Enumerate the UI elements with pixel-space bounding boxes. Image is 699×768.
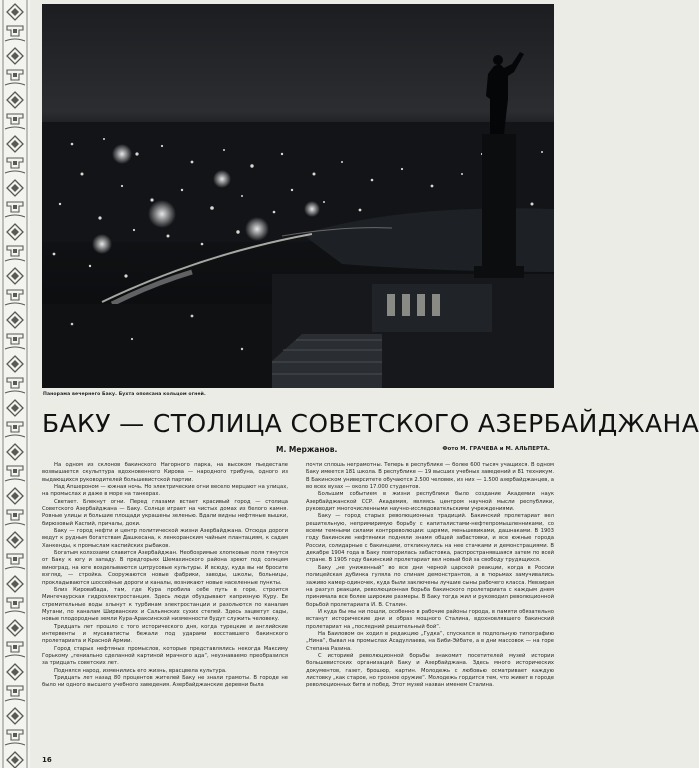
paragraph: Тридцать лет назад 80 процентов жителей Баку не знали грамоты. В городе не было ни одного высшего учебного заведения. Азербайджанские деревни была: [42, 674, 288, 689]
paragraph: почти сплошь неграмотны. Теперь в республике — более 600 тысяч учащихся. В одном Баку имеется 181 школа. В республике — 19 высших учебных заведений и 81 техникум. В Бакинском университете обучаются 2.500 человек, из них — 1.500 азербайджанцев, а во всех вузах — около 17.000 студентов.: [306, 462, 554, 491]
page-number: 16: [42, 756, 52, 764]
paragraph: Город старых нефтяных промыслов, которые представлялись некогда Максиму Горькому „гениально сделанной картиной мрачного ада“, неузнаваемо преобразился за тридцать советских лет.: [42, 645, 288, 667]
paragraph: Светает. Блекнут огни. Перед глазами встает красивый город — столица Советского Азербайджана — Баку. Солнце играет на чистых домах из белого камня. Ровные улицы и большие площади украшены зеленью. Вдали видны нефтяные вышки, бирюзовый Каспий, причалы, доки.: [42, 498, 288, 527]
text-column-left: [42, 462, 288, 754]
decorative-border: [0, 0, 30, 768]
paragraph: Над Апшероном — южная ночь. Но электрические огни весело мерцают на улицах, на промыслах и даже в море на танкерах.: [42, 484, 288, 498]
paragraph: Близ Кировабада, там, где Кура пробила себе путь в горе, строится Мингечаурская гидроэлектростанция. Здесь люди обуздывают капризную Куру. Ее стремительные воды хлынут к турбинам электростанции и разольются по каналам Мугани, по каналам Ширванских и Сальянских сухих степей. Здесь зацветут сады, новые плодородные земли Кура-Араксинской низменности будут служить человеку.: [42, 586, 288, 623]
paragraph: Богатым колхозами славится Азербайджан. Необозримые хлопковые поля тянутся от Баку к югу и западу. В предгорьях Шемахинского района зреют под солнцем виноград, на юге возделываются цитрусовые культуры. И всюду, куда вы ни бросите взгляд, — стройка. Сооружаются новые фабрики, заводы, школы, больницы, прокладываются шоссейные дороги и каналы, возникают новые населенные пункты.: [42, 550, 288, 586]
paragraph: На Баиловом он ходил в редакцию „Гудка“, спускался в подпольную типографию „Нина“, бывал на промыслах Асадуллаева, на Биби-Эйбате, а в дни массовок — на горе Степана Разина.: [306, 630, 554, 652]
text-column-right: [306, 462, 554, 754]
paragraph: Баку „не униженный“ во все дни черной царской реакции, когда в России полицейская дубинка гуляла по спинам демонстрантов, а в тюрьмах замучивались заживо камер-одиночек, куда были заключены лучшие сыны рабочего класса. Невзирая на разгул реакции, революционная борьба бакинского пролетариата с каждым днем принимала все более широкие размеры. В Баку тогда жил и руководил революционной борьбой пролетариата И. В. Сталин.: [306, 564, 554, 608]
paragraph: Поднялся народ, изменились его жизнь, врасцвела культура.: [54, 667, 227, 674]
article-author: М. Мержанов.: [276, 445, 338, 454]
paragraph: И куда бы мы ни пошли, особенно в рабочие районы города, в памяти обязательно встанут исторические дни и образ мощного Сталина, вдохновлявшего бакинский пролетариат на „последний решительный бой“.: [306, 608, 554, 630]
paragraph: Баку — город нефти и центр политической жизни Азербайджана. Отсюда дороги ведут к рудным богатствам Дашкесана, к ленкоранским чайным плантациям, к садам Ханкенды, к промыслам каспийских рыбаков.: [42, 528, 288, 549]
paragraph: Тридцать лет прошло с того исторического дня, когда турецкие и английские интервенты и мусаватисты бежали под ударами восставшего бакинского пролетариата и Красной Армии.: [42, 623, 288, 645]
paragraph: Баку — город старых революционных традиций. Бакинский пролетариат вел решительную, непримиримую борьбу с капиталистами-нефтепромышленниками, со всеми темными силами контрреволюции: царями, меньшевиками, дашнаками. В 1903 году бакинские нефтяники подняли знамя общей забастовки, и все южные города России, солидарные с бакинцами, откликнулись на нее стачками и демонстрациями. В декабре 1904 года в Баку повторилась забастовка, распространявшаяся затем по всей стране. В 1905 году бакинский пролетариат вел новый бой за свободу трудящихся.: [306, 513, 554, 564]
article-title: БАКУ — СТОЛИЦА СОВЕТСКОГО АЗЕРБАЙДЖАНА: [42, 409, 699, 438]
night-panorama-photo: [42, 4, 554, 388]
photo-caption: Панорама вечернего Баку. Бухта опоясана кольцом огней.: [43, 392, 206, 397]
paragraph: С историей революционной борьбы знакомит посетителей музей истории большевистских организаций Баку и Азербайджана. Здесь много исторических документов, газет, брошюр, картин. Молодежь с любовью осматривает каждую листовку „как старое, но грозное оружие“. Молодежь гордится тем, что живет в городе революционных битв и побед. Этот музей назван именем Сталина.: [306, 652, 554, 689]
paragraph: На одном из склонов бакинского Нагорного парка, на высоком пьедестале возвышается скульптура вдохновенного Кирова — народного трибуна, одного из выдающихся руководителей большевистской партии.: [42, 462, 288, 483]
paragraph: Большим событием в жизни республики было создание Академии наук Азербайджанской ССР. Академия, являясь центром научной мысли республики, руководит многочисленными научно-исследовательскими учреждениями.: [306, 491, 554, 513]
photo-credit: Фото М. ГРАЧЕВА и М. АЛЬПЕРТА.: [442, 446, 550, 452]
